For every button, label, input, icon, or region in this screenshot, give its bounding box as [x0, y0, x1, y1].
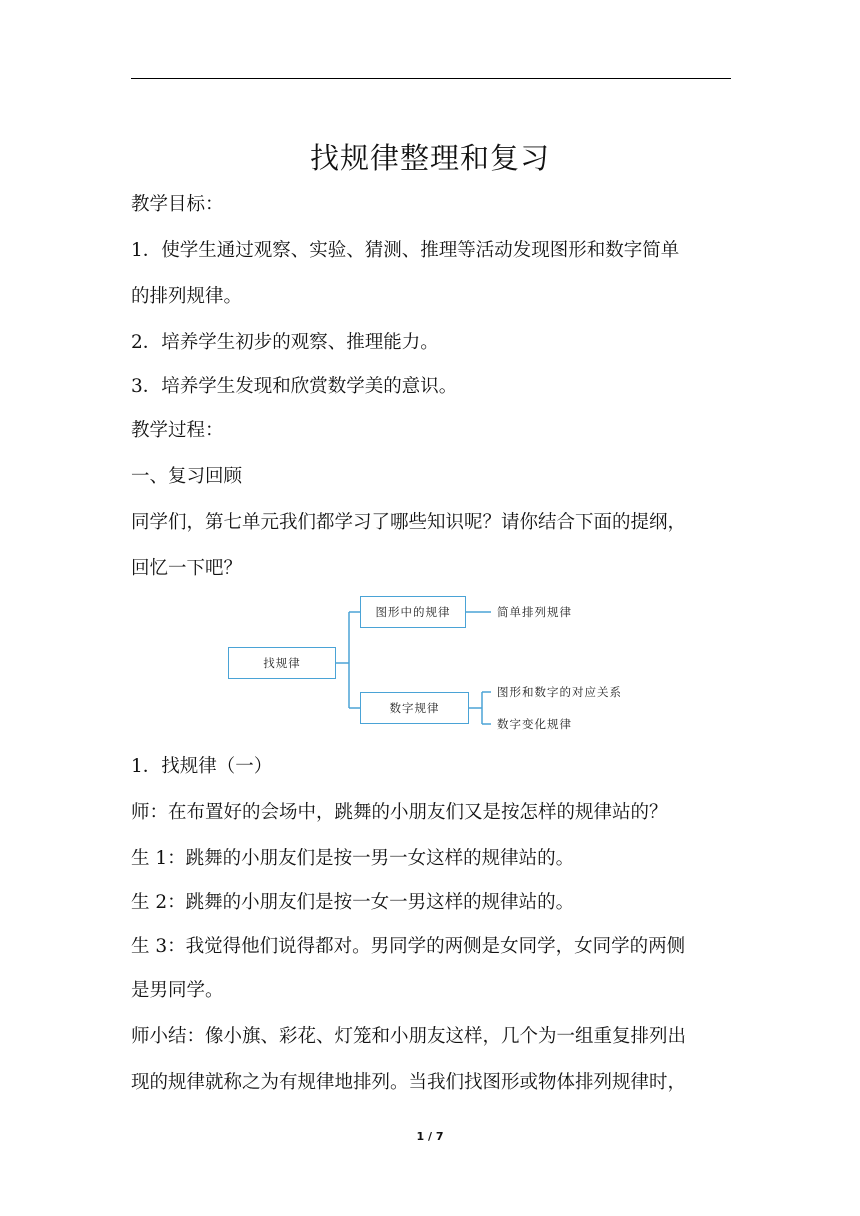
header-rule	[131, 78, 731, 79]
diagram-leaf-shape-number-correspondence: 图形和数字的对应关系	[497, 685, 622, 699]
text-line: 生 2：跳舞的小朋友们是按一女一男这样的规律站的。	[131, 892, 575, 913]
document-title: 找规律整理和复习	[309, 141, 550, 175]
text-line: 同学们，第七单元我们都学习了哪些知识呢？请你结合下面的提纲，	[131, 512, 687, 533]
text-line: 3．培养学生发现和欣赏数学美的意识。	[131, 376, 458, 397]
text-line: 现的规律就称之为有规律地排列。当我们找图形或物体排列规律时，	[131, 1072, 687, 1093]
text-line: 是男同学。	[131, 980, 224, 1001]
text-line: 生 1：跳舞的小朋友们是按一男一女这样的规律站的。	[131, 848, 575, 869]
text-line: 师：在布置好的会场中，跳舞的小朋友们又是按怎样的规律站的？	[131, 802, 668, 823]
diagram-node-number-rules: 数字规律	[360, 692, 469, 724]
text-line: 教学过程：	[131, 420, 224, 441]
text-line: 师小结：像小旗、彩花、灯笼和小朋友这样，几个为一组重复排列出	[131, 1026, 687, 1047]
text-line: 生 3：我觉得他们说得都对。男同学的两侧是女同学，女同学的两侧	[131, 936, 686, 957]
diagram-node-shape-rules: 图形中的规律	[360, 596, 466, 628]
text-line: 1．找规律（一）	[131, 756, 273, 777]
outline-diagram	[227, 592, 647, 740]
text-line: 一、复习回顾	[131, 466, 243, 487]
page-number: 1 / 7	[416, 1130, 444, 1143]
diagram-leaf-number-change: 数字变化规律	[497, 717, 572, 731]
text-line: 的排列规律。	[131, 286, 243, 307]
diagram-leaf-simple-arrangement: 简单排列规律	[497, 605, 572, 619]
text-line: 2．培养学生初步的观察、推理能力。	[131, 332, 439, 353]
text-line: 1．使学生通过观察、实验、猜测、推理等活动发现图形和数字简单	[131, 240, 680, 261]
text-line: 回忆一下吧？	[131, 558, 243, 579]
diagram-root-node: 找规律	[228, 647, 336, 679]
text-line: 教学目标：	[131, 194, 224, 215]
